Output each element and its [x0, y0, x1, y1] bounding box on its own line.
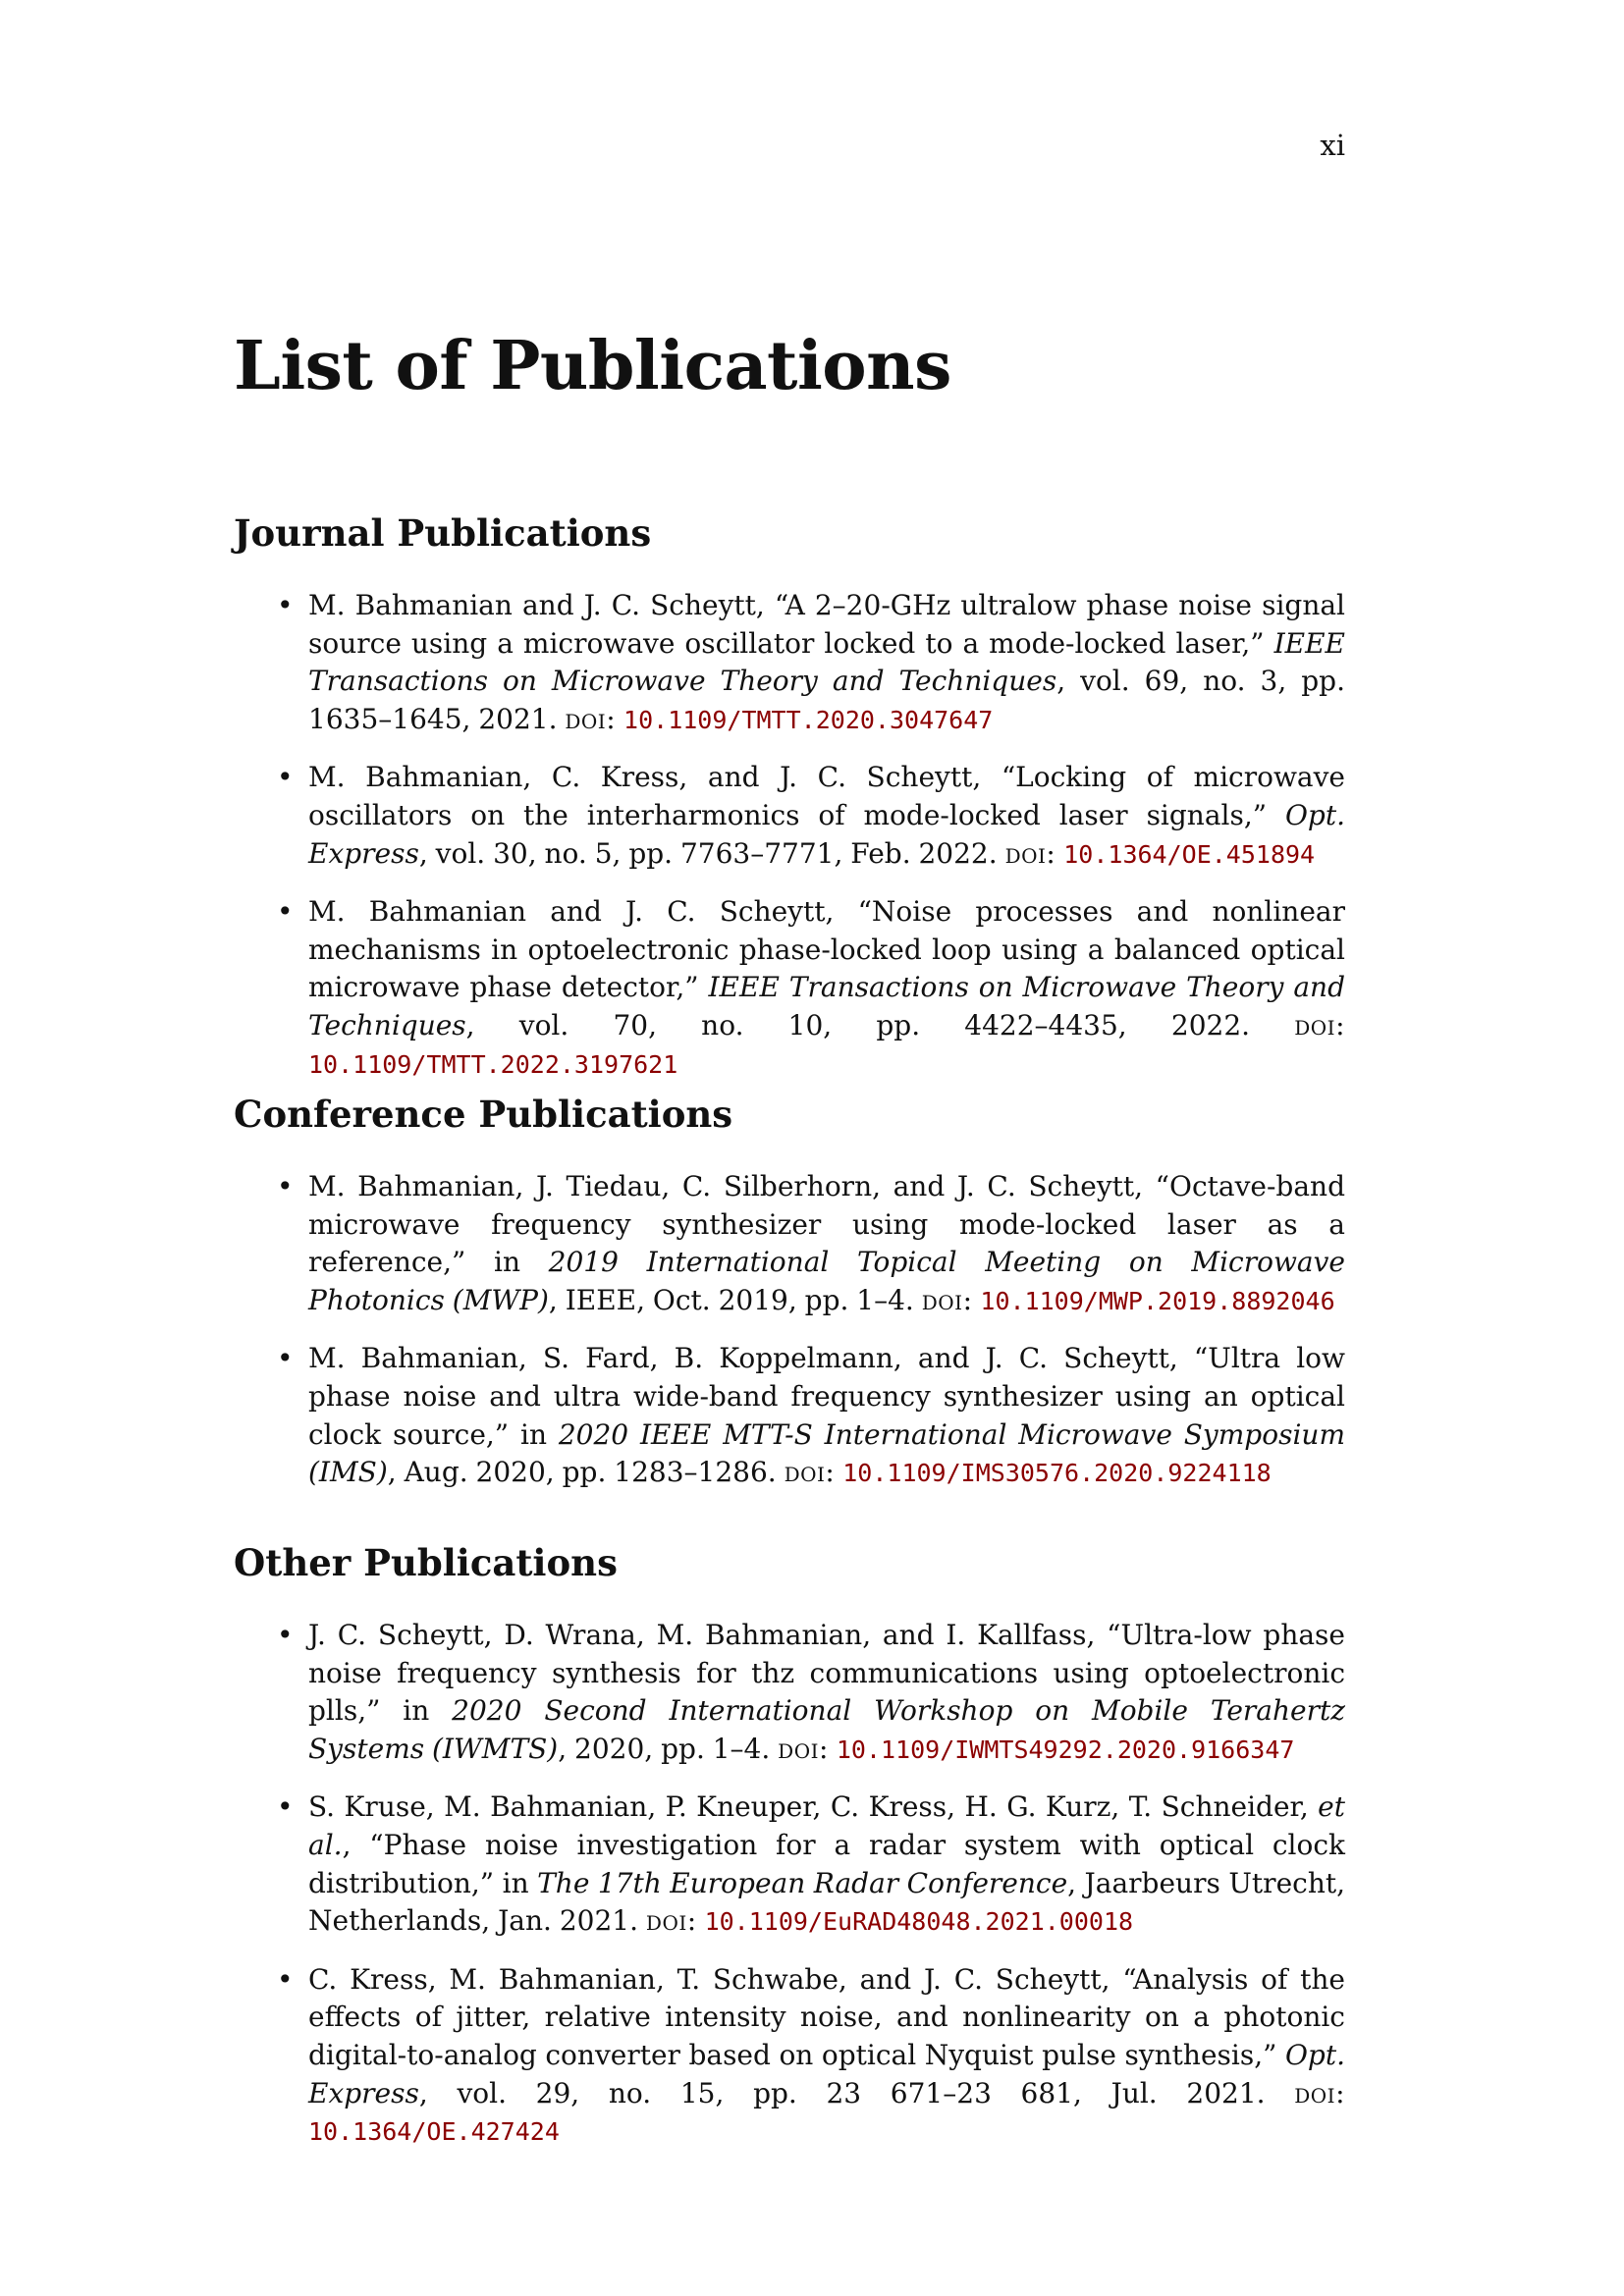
- pub-venue: 2019 International Topical Meeting on Microwave Photonics (MWP): [308, 1246, 1345, 1316]
- pub-details: , Aug. 2020, pp. 1283–1286.: [387, 1456, 785, 1489]
- doi-label: doi:: [784, 1456, 836, 1489]
- publication-item: [234, 1789, 1345, 1941]
- pub-text: C. Kress, M. Bahmanian, T. Schwabe, and J. C. Scheytt, “Analysis of the effects of jitter, relative intensity noise, and nonlinearity on a photonic digital-to-analog converter based on optical Nyquist pulse synthesis,”: [308, 1962, 1345, 2071]
- doi-link[interactable]: 10.1109/TMTT.2020.3047647: [623, 705, 994, 734]
- pub-venue: IEEE Transactions on Microwave Theory and Techniques: [308, 971, 1346, 1041]
- bullet-icon: •: [277, 1170, 294, 1202]
- pub-venue: 2020 IEEE MTT-S International Microwave Symposium (IMS): [308, 1417, 1345, 1489]
- doi-link[interactable]: 10.1364/OE.427424: [308, 2117, 560, 2147]
- pub-details: , Jaarbeurs Utrecht, Netherlands, Jan. 2021.: [308, 1866, 1346, 1938]
- chapter-title: List of Publications: [234, 327, 951, 405]
- bullet-icon: •: [277, 1790, 294, 1824]
- pub-venue: Opt. Express: [308, 798, 1345, 870]
- page-number: xi: [1320, 129, 1345, 162]
- publication-item: [234, 587, 1345, 739]
- section-title-other: Other Publications: [234, 1541, 618, 1584]
- bullet-icon: •: [277, 761, 294, 794]
- pub-venue: IEEE Transactions on Microwave Theory and Techniques: [308, 626, 1345, 698]
- publication-list: [234, 1168, 1345, 1493]
- doi-link[interactable]: 10.1109/IWMTS49292.2020.9166347: [836, 1735, 1295, 1764]
- pub-text: S. Kruse, M. Bahmanian, P. Kneuper, C. Kress, H. G. Kurz, T. Schneider,: [308, 1790, 1319, 1824]
- pub-details: , 2020, pp. 1–4.: [558, 1732, 779, 1765]
- doi-label: doi:: [1294, 1008, 1345, 1041]
- pub-details: , vol. 29, no. 15, pp. 23 671–23 681, Jul. 2021.: [418, 2076, 1295, 2109]
- bullet-icon: •: [277, 895, 294, 929]
- pub-text: M. Bahmanian, C. Kress, and J. C. Scheytt, “Locking of microwave oscillators on the interharmonics of mode-locked laser signals,”: [308, 761, 1345, 831]
- doi-link[interactable]: 10.1109/EuRAD48048.2021.00018: [704, 1907, 1134, 1937]
- pub-details: , vol. 69, no. 3, pp. 1635–1645, 2021.: [308, 665, 1345, 735]
- doi-link[interactable]: 10.1109/IMS30576.2020.9224118: [842, 1459, 1272, 1488]
- doi-link[interactable]: 10.1109/TMTT.2022.3197621: [308, 1049, 678, 1079]
- pub-details: , vol. 30, no. 5, pp. 7763–7771, Feb. 2022.: [418, 836, 1005, 870]
- pub-text: M. Bahmanian, S. Fard, B. Koppelmann, and J. C. Scheytt, “Ultra low phase noise and ultra wide-band frequency synthesizer using an optical clock source,” in: [308, 1342, 1345, 1451]
- bullet-icon: •: [277, 1962, 294, 1996]
- doi-link[interactable]: 10.1364/OE.451894: [1063, 839, 1316, 869]
- doi-label: doi:: [645, 1904, 697, 1938]
- doi-label: doi:: [1294, 2076, 1345, 2109]
- doi-label: doi:: [1004, 836, 1056, 870]
- pub-text: M. Bahmanian, J. Tiedau, C. Silberhorn, and J. C. Scheytt, “Octave-band microwave frequency synthesizer using mode-locked laser as a reference,” in: [308, 1170, 1345, 1279]
- journal-publications-section: [234, 508, 1345, 1084]
- pub-details: , IEEE, Oct. 2019, pp. 1–4.: [548, 1283, 922, 1316]
- conference-publications-section: [234, 1090, 1345, 1493]
- pub-text: M. Bahmanian and J. C. Scheytt, “Noise processes and nonlinear mechanisms in optoelectronic phase-locked loop using a balanced optical microwave phase detector,”: [308, 895, 1345, 1004]
- bullet-icon: •: [277, 1619, 294, 1651]
- publication-list: [234, 1617, 1345, 2152]
- doi-label: doi:: [565, 702, 617, 735]
- publication-item: [234, 1340, 1345, 1492]
- publication-list: [234, 587, 1345, 1084]
- pub-venue-et-al: et al.: [308, 1790, 1345, 1861]
- section-title-conference: Conference Publications: [234, 1093, 733, 1136]
- publication-item: [234, 893, 1345, 1084]
- pub-text: M. Bahmanian and J. C. Scheytt, “A 2–20-GHz ultralow phase noise signal source using a microwave oscillator locked to a mode-locked laser,”: [308, 589, 1345, 660]
- publication-item: [234, 1617, 1345, 1769]
- section-title-journal: Journal Publications: [234, 511, 652, 555]
- pub-venue: The 17th European Radar Conference: [537, 1866, 1068, 1899]
- other-publications-section: [234, 1538, 1345, 2152]
- pub-venue: 2020 Second International Workshop on Mobile Terahertz Systems (IWMTS): [308, 1694, 1345, 1765]
- pub-text-mid: , “Phase noise investigation for a radar system with optical clock distribution,” in: [308, 1828, 1345, 1899]
- doi-link[interactable]: 10.1109/MWP.2019.8892046: [980, 1286, 1335, 1315]
- bullet-icon: •: [277, 1342, 294, 1375]
- doi-label: doi:: [921, 1283, 973, 1316]
- pub-text: J. C. Scheytt, D. Wrana, M. Bahmanian, and I. Kallfass, “Ultra-low phase noise frequency synthesis for thz communications using optoelectronic plls,” in: [308, 1619, 1345, 1728]
- pub-details: , vol. 70, no. 10, pp. 4422–4435, 2022.: [465, 1008, 1295, 1041]
- pub-venue: Opt. Express: [308, 2038, 1345, 2109]
- bullet-icon: •: [277, 589, 294, 621]
- doi-label: doi:: [778, 1732, 829, 1765]
- publication-item: [234, 1961, 1345, 2152]
- publication-item: [234, 1168, 1345, 1320]
- publication-item: [234, 759, 1345, 874]
